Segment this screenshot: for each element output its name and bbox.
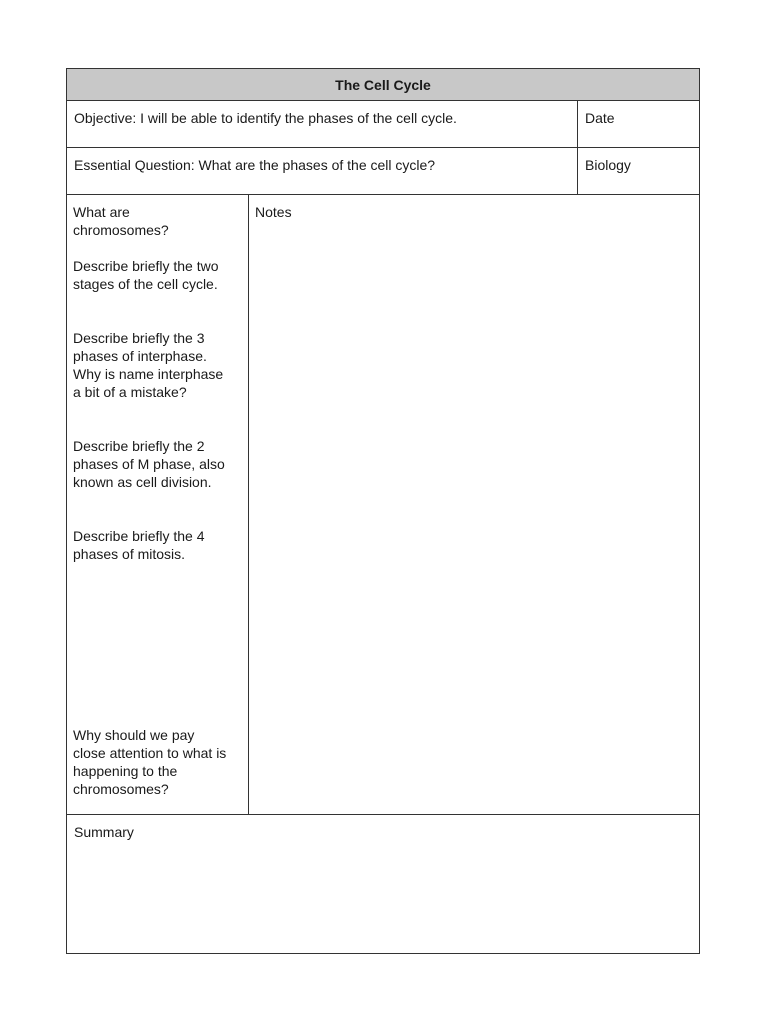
cornell-notes-sheet [66,68,700,954]
notes-label: Notes [255,204,292,220]
objective-text: Objective: I will be able to identify the phases of the cell cycle. [67,101,578,147]
summary-label: Summary [74,824,134,840]
notes-area[interactable] [249,195,699,814]
question-two-stages: Describe briefly the two stages of the cell cycle. [73,258,219,292]
summary-area[interactable] [67,815,699,953]
question-m-phase: Describe briefly the 2 phases of M phase, also known as cell division. [73,438,225,490]
notes-section [67,195,699,815]
essential-question-row [67,148,699,195]
worksheet-title: The Cell Cycle [67,69,699,101]
essential-question-text: Essential Question: What are the phases of the cell cycle? [67,148,578,194]
date-field[interactable]: Date [585,110,615,126]
question-chromosomes: What are chromosomes? [73,204,169,238]
question-chromosome-attention: Why should we pay close attention to what is happening to the chromosomes? [73,727,227,797]
objective-row [67,101,699,148]
cue-questions-column [67,195,249,814]
question-interphase: Describe briefly the 3 phases of interphase. Why is name interphase a bit of a mistake? [73,330,224,400]
subject-label: Biology [585,157,631,173]
question-mitosis: Describe briefly the 4 phases of mitosis. [73,528,205,562]
